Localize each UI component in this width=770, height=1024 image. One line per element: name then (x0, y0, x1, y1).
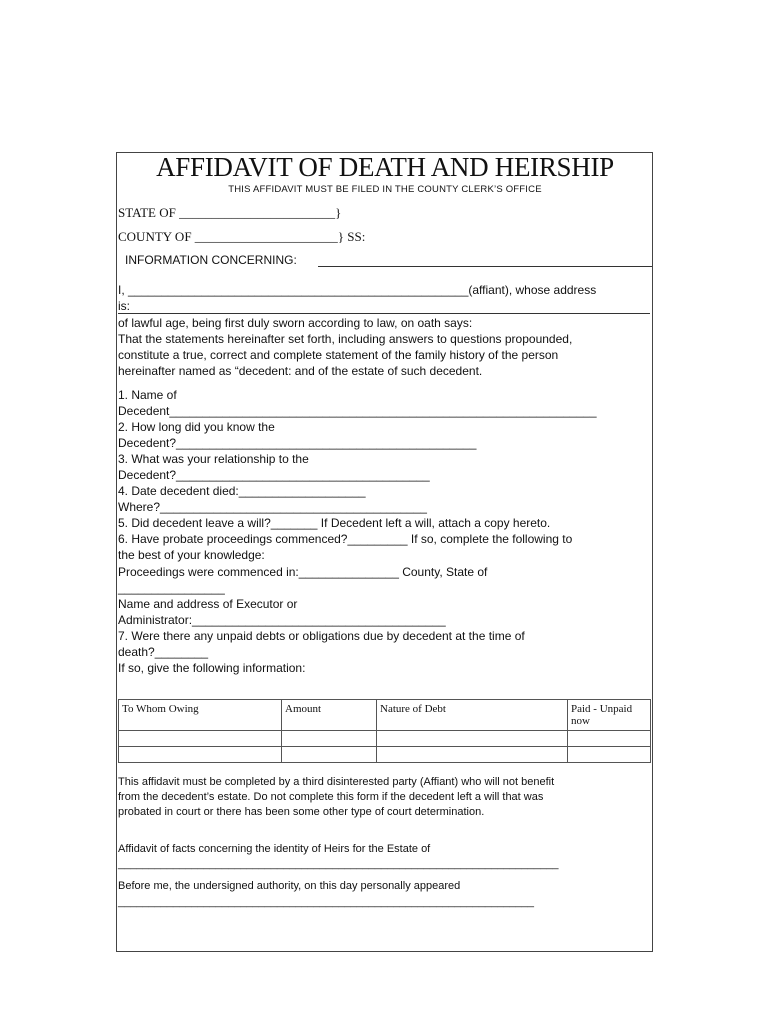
estate-field[interactable]: ________________________________________________________________________ (118, 858, 559, 870)
table-header-cell: Amount (282, 700, 377, 731)
table-cell[interactable] (282, 731, 377, 747)
affiant-name-field[interactable]: I, ___________________________________________________(affiant), whose address (118, 283, 597, 297)
before-me-label: Before me, the undersigned authority, on this day personally appeared (118, 880, 461, 892)
question-line: Name and address of Executor or (118, 597, 298, 611)
affiant-paragraph-line: constitute a true, correct and complete statement of the family history of the person (118, 348, 559, 362)
table-header-cell: Nature of Debt (377, 700, 568, 731)
table-header-row (119, 700, 651, 731)
table-cell[interactable] (568, 731, 651, 747)
table-cell[interactable] (568, 747, 651, 763)
debts-table (118, 699, 651, 763)
table-cell[interactable] (377, 731, 568, 747)
probate-field[interactable]: 6. Have probate proceedings commenced?_________ If so, complete the following to (118, 532, 573, 546)
date-died-field[interactable]: 4. Date decedent died:___________________ (118, 484, 366, 498)
affiant-paragraph-line: That the statements hereinafter set forth, including answers to questions propounded, (118, 332, 573, 346)
table-header-cell: Paid - Unpaid now (568, 700, 651, 731)
proceedings-state-field[interactable]: ________________ (118, 581, 225, 595)
notice-line: from the decedent’s estate. Do not complete this form if the decedent left a will that was (118, 791, 544, 803)
question-line: 7. Were there any unpaid debts or obligations due by decedent at the time of (118, 629, 525, 643)
affiant-paragraph-line: of lawful age, being first duly sworn according to law, on oath says: (118, 316, 473, 330)
known-duration-field[interactable]: Decedent?_____________________________________________ (118, 436, 477, 450)
question-line: 1. Name of (118, 388, 177, 402)
table-cell[interactable] (119, 747, 282, 763)
information-concerning-field[interactable] (318, 266, 652, 267)
county-field[interactable]: COUNTY OF ______________________} SS: (118, 229, 366, 244)
notice-line: This affidavit must be completed by a third disinterested party (Affiant) who will not benefit (118, 776, 555, 788)
table-cell[interactable] (282, 747, 377, 763)
will-field[interactable]: 5. Did decedent leave a will?_______ If Decedent left a will, attach a copy hereto. (118, 516, 551, 530)
table-cell[interactable] (119, 731, 282, 747)
table-header-cell: To Whom Owing (119, 700, 282, 731)
question-line: If so, give the following information: (118, 661, 306, 675)
relationship-field[interactable]: Decedent?______________________________________ (118, 468, 430, 482)
address-label: is: (118, 299, 130, 313)
estate-label: Affidavit of facts concerning the identity of Heirs for the Estate of (118, 843, 431, 855)
question-line: 2. How long did you know the (118, 420, 275, 434)
table-row (119, 747, 651, 763)
affiant-paragraph-line: hereinafter named as “decedent: and of the estate of such decedent. (118, 364, 483, 378)
executor-field[interactable]: Administrator:______________________________________ (118, 613, 446, 627)
notice-line: probated in court or there has been some other type of court determination. (118, 806, 485, 818)
state-field[interactable]: STATE OF ________________________} (118, 205, 342, 220)
decedent-name-field[interactable]: Decedent________________________________________________________________ (118, 404, 597, 418)
address-field[interactable] (118, 313, 650, 314)
table-row (119, 731, 651, 747)
proceedings-county-field[interactable]: Proceedings were commenced in:_______________ County, State of (118, 565, 488, 579)
information-concerning-label: INFORMATION CONCERNING: (125, 253, 297, 267)
question-line: 3. What was your relationship to the (118, 452, 309, 466)
form-subtitle: THIS AFFIDAVIT MUST BE FILED IN THE COUNTY CLERK’S OFFICE (228, 184, 542, 195)
form-title: AFFIDAVIT OF DEATH AND HEIRSHIP (156, 152, 614, 182)
question-line: the best of your knowledge: (118, 548, 265, 562)
place-died-field[interactable]: Where?________________________________________ (118, 500, 427, 514)
appeared-field[interactable]: ____________________________________________________________________ (118, 896, 535, 908)
table-cell[interactable] (377, 747, 568, 763)
unpaid-debts-field[interactable]: death?________ (118, 645, 209, 659)
